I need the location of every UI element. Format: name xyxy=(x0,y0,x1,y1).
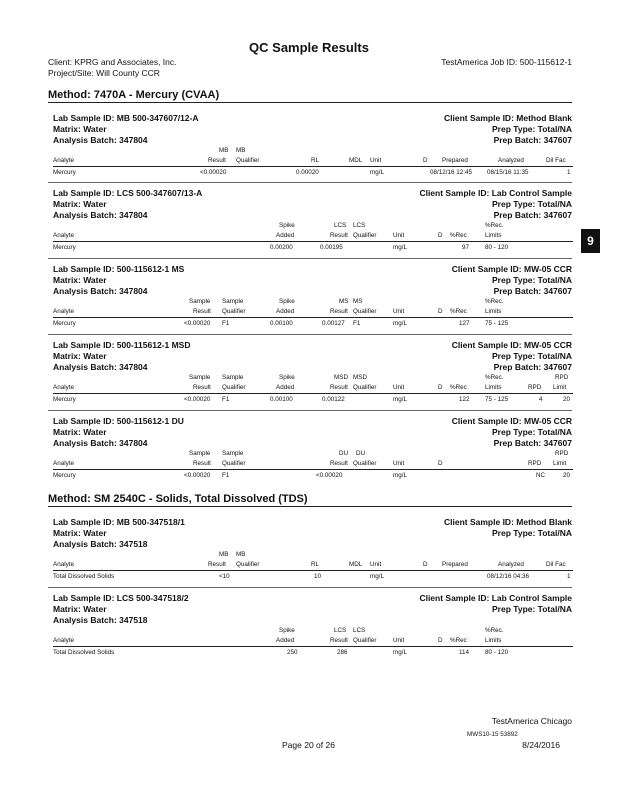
matrix: Matrix: Water xyxy=(53,604,107,614)
col-header: Limits xyxy=(485,384,502,391)
col-header: Result xyxy=(330,308,348,315)
cell: mg/L xyxy=(393,472,407,479)
lab-sample-id: Lab Sample ID: LCS 500-347518/2 xyxy=(53,593,189,603)
cell: F1 xyxy=(353,320,361,327)
cell: 0.00100 xyxy=(270,320,293,327)
cell: F1 xyxy=(222,472,230,479)
cell: <10 xyxy=(219,573,230,580)
matrix: Matrix: Water xyxy=(53,275,107,285)
col-header: Result xyxy=(330,384,348,391)
method-rule xyxy=(48,102,572,103)
cell-analyte: Mercury xyxy=(53,244,76,251)
col-header: Analyte xyxy=(53,308,75,315)
client-sample-id: Client Sample ID: Method Blank xyxy=(444,113,572,123)
col-header-top: MB xyxy=(219,551,229,558)
col-header: Dil Fac xyxy=(546,561,566,568)
col-header-top: LCS xyxy=(334,627,347,634)
prep-batch: Prep Batch: 347607 xyxy=(493,438,572,448)
cell: mg/L xyxy=(393,396,407,403)
col-header: Unit xyxy=(393,232,405,239)
col-header: Added xyxy=(276,232,295,239)
cell: 1 xyxy=(567,169,571,176)
col-header: MDL xyxy=(349,157,363,164)
cell: <0.00020 xyxy=(316,472,343,479)
matrix: Matrix: Water xyxy=(53,199,107,209)
col-header-top: LCS xyxy=(353,222,366,229)
col-header: D xyxy=(423,561,428,568)
cell: mg/L xyxy=(393,244,407,251)
cell-analyte: Total Dissolved Solids xyxy=(53,649,115,656)
prep-type: Prep Type: Total/NA xyxy=(492,351,572,361)
analysis-batch: Analysis Batch: 347804 xyxy=(53,362,148,372)
col-header-top: MB xyxy=(236,551,246,558)
col-header-top: MB xyxy=(219,147,229,154)
col-header-top: Sample xyxy=(189,450,211,457)
col-header: MDL xyxy=(349,561,363,568)
col-header: Qualifier xyxy=(236,561,260,568)
col-header: %Rec xyxy=(450,232,467,239)
col-header: Analyte xyxy=(53,561,75,568)
cell: mg/L xyxy=(393,649,407,656)
prep-type: Prep Type: Total/NA xyxy=(492,199,572,209)
cell: 0.00100 xyxy=(270,396,293,403)
col-header: Limit xyxy=(553,460,567,467)
col-header: Prepared xyxy=(442,157,468,164)
cell: 08/12/16 12:45 xyxy=(430,169,473,176)
cell: 0.00122 xyxy=(322,396,345,403)
col-header: Analyte xyxy=(53,157,75,164)
client-sample-id: Client Sample ID: Method Blank xyxy=(444,517,572,527)
prep-type: Prep Type: Total/NA xyxy=(492,427,572,437)
col-header: %Rec xyxy=(450,308,467,315)
col-header: Qualifier xyxy=(353,232,377,239)
col-header-top: MS xyxy=(353,298,363,305)
cell-analyte: Mercury xyxy=(53,396,76,403)
prep-type: Prep Type: Total/NA xyxy=(492,604,572,614)
cell: 75 - 125 xyxy=(485,396,509,403)
cell: 75 - 125 xyxy=(485,320,509,327)
cell: 0.00127 xyxy=(322,320,345,327)
footer-date: 8/24/2016 xyxy=(522,740,560,750)
client-sample-id: Client Sample ID: Lab Control Sample xyxy=(419,188,572,198)
cell: 20 xyxy=(563,472,571,479)
cell: 10 xyxy=(314,573,322,580)
client-line: Client: KPRG and Associates, Inc. xyxy=(48,57,177,67)
col-header: D xyxy=(438,232,443,239)
cell: 97 xyxy=(462,244,470,251)
cell: 1 xyxy=(567,573,571,580)
cell: <0.00020 xyxy=(184,320,211,327)
job-id: TestAmerica Job ID: 500-115612-1 xyxy=(441,57,572,67)
col-header-top: %Rec. xyxy=(485,374,504,381)
client-sample-id: Client Sample ID: Lab Control Sample xyxy=(419,593,572,603)
col-header: Prepared xyxy=(442,561,468,568)
project-line: Project/Site: Will County CCR xyxy=(48,68,160,78)
col-header: D xyxy=(438,637,443,644)
analysis-batch: Analysis Batch: 347518 xyxy=(53,539,148,549)
cell-analyte: Mercury xyxy=(53,472,76,479)
lab-sample-id: Lab Sample ID: MB 500-347607/12-A xyxy=(53,113,199,123)
col-header: Qualifier xyxy=(353,460,377,467)
col-header-top: Spike xyxy=(279,298,295,305)
col-header: Qualifier xyxy=(353,384,377,391)
col-header: RPD xyxy=(528,460,542,467)
col-header: D xyxy=(438,460,443,467)
prep-batch: Prep Batch: 347607 xyxy=(493,210,572,220)
col-header-top: Spike xyxy=(279,222,295,229)
cell: 286 xyxy=(337,649,348,656)
method-rule xyxy=(48,506,572,507)
col-header: D xyxy=(438,384,443,391)
col-header: Limits xyxy=(485,232,502,239)
cell: F1 xyxy=(222,396,230,403)
col-header: Analyte xyxy=(53,384,75,391)
col-header: Analyte xyxy=(53,637,75,644)
lab-sample-id: Lab Sample ID: MB 500-347518/1 xyxy=(53,517,185,527)
footer-code: MWS10-15 53892 xyxy=(467,731,518,738)
cell: 114 xyxy=(459,649,470,656)
cell: 80 - 120 xyxy=(485,244,509,251)
cell: mg/L xyxy=(393,320,407,327)
col-header-top: Sample xyxy=(222,298,244,305)
cell: <0.00020 xyxy=(184,472,211,479)
col-header: RL xyxy=(311,561,320,568)
col-header: Qualifier xyxy=(222,308,246,315)
col-header-top: Sample xyxy=(189,374,211,381)
col-header-top: Sample xyxy=(222,450,244,457)
col-header: Result xyxy=(193,308,211,315)
col-header: RL xyxy=(311,157,320,164)
cell: 08/12/16 04:36 xyxy=(487,573,530,580)
col-header: Unit xyxy=(370,157,382,164)
col-header: Added xyxy=(276,308,295,315)
matrix: Matrix: Water xyxy=(53,124,107,134)
col-header-top: LCS xyxy=(334,222,347,229)
col-header: Unit xyxy=(370,561,382,568)
col-header-top: DU xyxy=(339,450,349,457)
lab-sample-id: Lab Sample ID: 500-115612-1 MS xyxy=(53,264,185,274)
col-header: %Rec xyxy=(450,384,467,391)
method-heading: Method: SM 2540C - Solids, Total Dissolved (TDS) xyxy=(48,493,308,505)
matrix: Matrix: Water xyxy=(53,351,107,361)
col-header: Result xyxy=(330,232,348,239)
col-header: D xyxy=(438,308,443,315)
col-header: Qualifier xyxy=(353,308,377,315)
cell: 0.00195 xyxy=(320,244,343,251)
col-header-top: MS xyxy=(339,298,349,305)
cell: 08/15/16 11:35 xyxy=(487,169,529,176)
col-header-top: DU xyxy=(356,450,366,457)
col-header: Added xyxy=(276,384,295,391)
col-header: RPD xyxy=(528,384,542,391)
col-header-top: MSD xyxy=(353,374,367,381)
col-header: Result xyxy=(193,460,211,467)
col-header-top: Sample xyxy=(189,298,211,305)
prep-type: Prep Type: Total/NA xyxy=(492,528,572,538)
col-header-top: %Rec. xyxy=(485,222,504,229)
lab-sample-id: Lab Sample ID: 500-115612-1 DU xyxy=(53,416,184,426)
footer-page: Page 20 of 26 xyxy=(282,740,335,750)
col-header: Result xyxy=(208,561,226,568)
col-header: Added xyxy=(276,637,295,644)
cell: 127 xyxy=(459,320,470,327)
col-header: Analyte xyxy=(53,232,75,239)
prep-batch: Prep Batch: 347607 xyxy=(493,286,572,296)
col-header: D xyxy=(423,157,428,164)
col-header-top: Sample xyxy=(222,374,244,381)
cell: 0.00020 xyxy=(296,169,319,176)
cell: F1 xyxy=(222,320,230,327)
cell: 80 - 120 xyxy=(485,649,509,656)
col-header: Unit xyxy=(393,384,405,391)
analysis-batch: Analysis Batch: 347804 xyxy=(53,210,148,220)
prep-batch: Prep Batch: 347607 xyxy=(493,135,572,145)
col-header-top: RPD xyxy=(555,450,569,457)
section-tab[interactable]: 9 xyxy=(581,229,600,253)
analysis-batch: Analysis Batch: 347804 xyxy=(53,438,148,448)
analysis-batch: Analysis Batch: 347804 xyxy=(53,286,148,296)
cell: mg/L xyxy=(370,169,384,176)
col-header: Qualifier xyxy=(236,157,260,164)
col-header: Result xyxy=(330,637,348,644)
cell: 250 xyxy=(287,649,298,656)
cell: 4 xyxy=(539,396,543,403)
col-header-top: LCS xyxy=(353,627,366,634)
cell: 0.00200 xyxy=(270,244,293,251)
col-header: Result xyxy=(193,384,211,391)
col-header: Qualifier xyxy=(353,637,377,644)
col-header: Limits xyxy=(485,308,502,315)
col-header: Analyzed xyxy=(498,561,524,568)
footer-company: TestAmerica Chicago xyxy=(491,716,572,726)
col-header-top: %Rec. xyxy=(485,298,504,305)
lab-sample-id: Lab Sample ID: LCS 500-347607/13-A xyxy=(53,188,203,198)
client-sample-id: Client Sample ID: MW-05 CCR xyxy=(451,416,572,426)
cell: 20 xyxy=(563,396,571,403)
cell: <0.00020 xyxy=(184,396,211,403)
col-header: Unit xyxy=(393,460,405,467)
col-header: Unit xyxy=(393,637,405,644)
method-heading: Method: 7470A - Mercury (CVAA) xyxy=(48,89,220,101)
col-header: Limits xyxy=(485,637,502,644)
col-header-top: MSD xyxy=(334,374,348,381)
col-header: Unit xyxy=(393,308,405,315)
matrix: Matrix: Water xyxy=(53,427,107,437)
col-header-top: %Rec. xyxy=(485,627,504,634)
client-sample-id: Client Sample ID: MW-05 CCR xyxy=(451,340,572,350)
analysis-batch: Analysis Batch: 347804 xyxy=(53,135,148,145)
page-title: QC Sample Results xyxy=(249,40,369,55)
col-header: Qualifier xyxy=(222,384,246,391)
col-header-top: RPD xyxy=(555,374,569,381)
cell-analyte: Mercury xyxy=(53,169,76,176)
col-header-top: Spike xyxy=(279,374,295,381)
col-header: Analyte xyxy=(53,460,75,467)
col-header: %Rec xyxy=(450,637,467,644)
cell: <0.00020 xyxy=(200,169,227,176)
col-header: Result xyxy=(330,460,348,467)
analysis-batch: Analysis Batch: 347518 xyxy=(53,615,148,625)
matrix: Matrix: Water xyxy=(53,528,107,538)
col-header-top: MB xyxy=(236,147,246,154)
cell: 122 xyxy=(459,396,470,403)
col-header-top: Spike xyxy=(279,627,295,634)
prep-batch: Prep Batch: 347607 xyxy=(493,362,572,372)
cell: NC xyxy=(536,472,546,479)
prep-type: Prep Type: Total/NA xyxy=(492,124,572,134)
cell-analyte: Mercury xyxy=(53,320,76,327)
col-header: Result xyxy=(208,157,226,164)
cell: mg/L xyxy=(370,573,384,580)
col-header: Analyzed xyxy=(498,157,524,164)
col-header: Dil Fac xyxy=(546,157,566,164)
lab-sample-id: Lab Sample ID: 500-115612-1 MSD xyxy=(53,340,191,350)
prep-type: Prep Type: Total/NA xyxy=(492,275,572,285)
col-header: Qualifier xyxy=(222,460,246,467)
client-sample-id: Client Sample ID: MW-05 CCR xyxy=(451,264,572,274)
cell-analyte: Total Dissolved Solids xyxy=(53,573,115,580)
col-header: Limit xyxy=(553,384,567,391)
